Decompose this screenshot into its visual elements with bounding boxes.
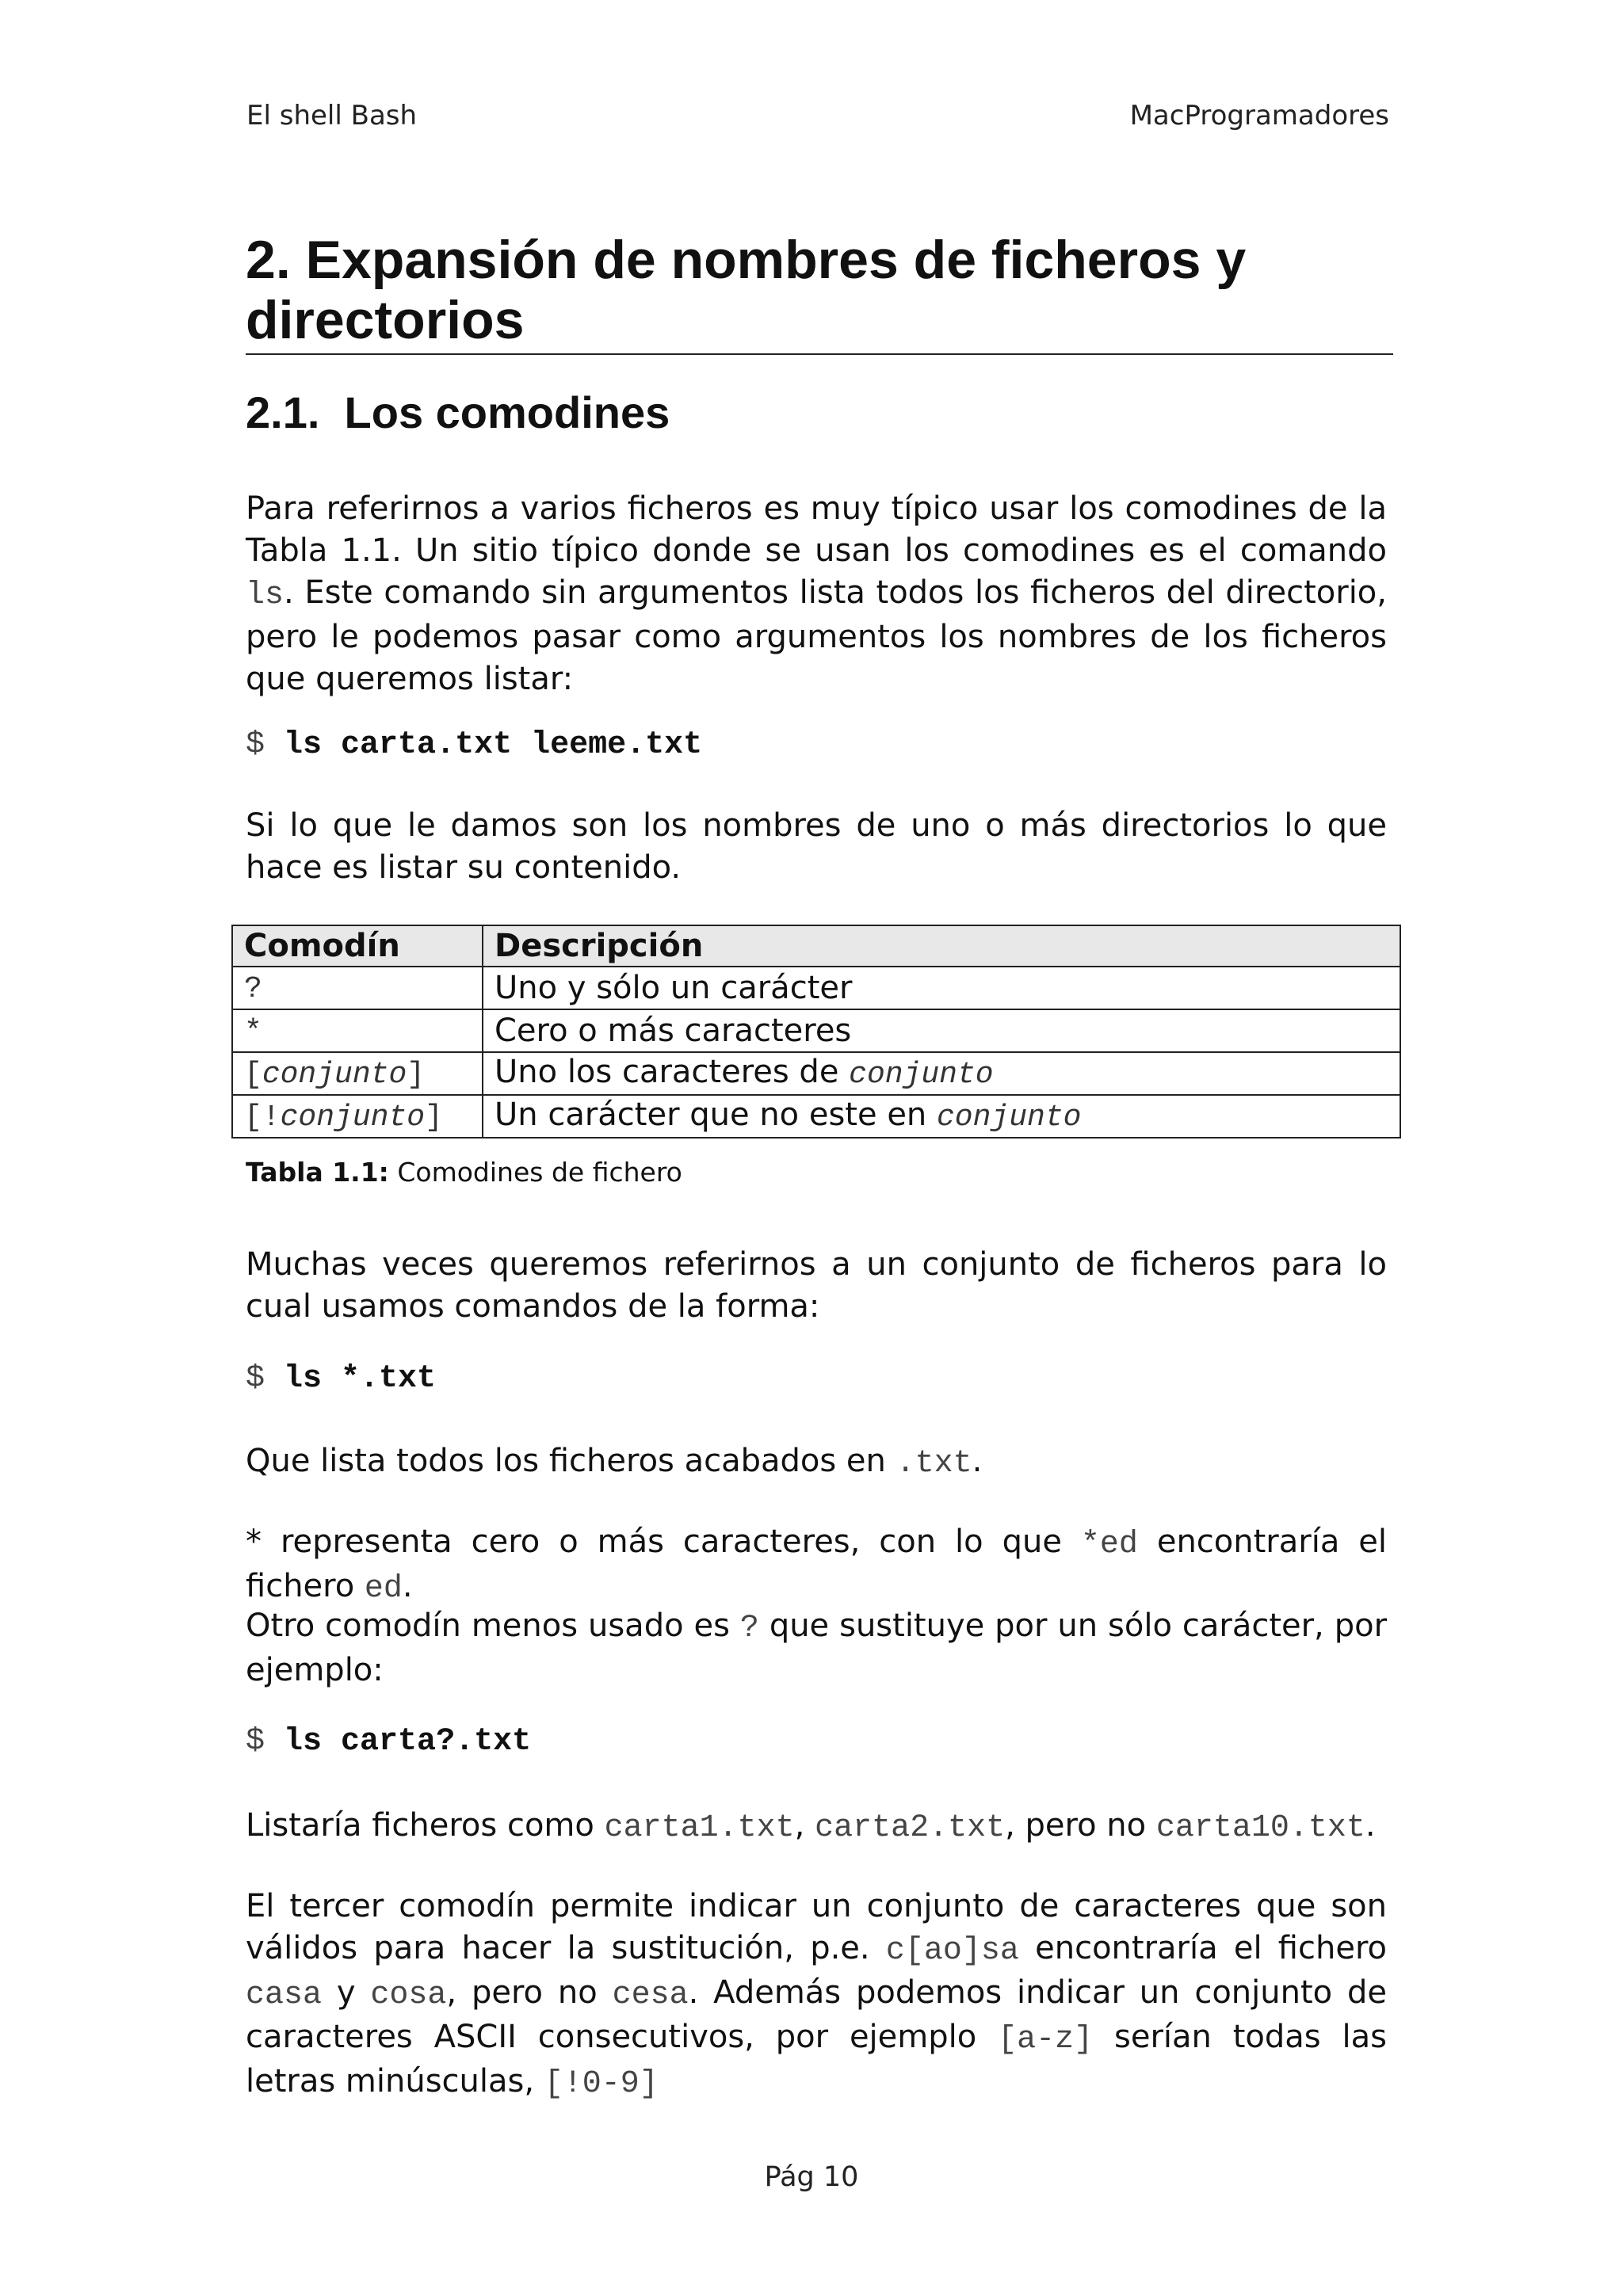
paragraph-listing-examples: Listaría ficheros como carta1.txt, carta2.txt, pero no carta10.txt.: [246, 1807, 1376, 1846]
wildcards-table: [231, 925, 1401, 1138]
chapter-title-rule: [246, 353, 1393, 355]
paragraph-question-mark: Otro comodín menos usado es ? que sustituye por un sólo carácter, por ejemplo:: [246, 1608, 1388, 1688]
chapter-title: 2. Expansión de nombres de ficheros y directorios: [246, 230, 1247, 350]
page-number: Pág 10: [764, 2161, 859, 2193]
table-row: [232, 1052, 1400, 1095]
table-cell-wildcard: *: [232, 1009, 483, 1052]
paragraph-intro: Para referirnos a varios ficheros es muy típico usar los comodines de la Tabla 1.1. Un sitio típico donde se usan los comodines es el comando ls. Este comando sin argumentos lista todos los ficheros del directorio, pero le podemos pasar como argumentos los nombres de los ficheros que queremos listar:: [246, 490, 1387, 697]
running-header-left: El shell Bash: [246, 100, 418, 132]
table-cell-description: Uno y sólo un carácter: [483, 967, 1400, 1009]
table-header-row: [232, 925, 1400, 967]
command-example-2: $ ls *.txt: [246, 1361, 437, 1397]
table-cell-description: Cero o más caracteres: [483, 1009, 1400, 1052]
table-caption: Tabla 1.1: Comodines de fichero: [246, 1157, 682, 1188]
table-cell-wildcard: ?: [232, 967, 483, 1009]
paragraph-character-sets: El tercer comodín permite indicar un conjunto de caracteres que son válidos para hacer la sustitución, p.e. c[ao]sa encontraría el fichero casa y cosa, pero no cesa. Además podemos indicar un conjunto de caracteres ASCII consecutivos, por ejemplo [a-z] serían todas las letras minúsculas, [!0-9]: [246, 1888, 1387, 2102]
paragraph-txt-listing: Que lista todos los ficheros acabados en .txt.: [246, 1443, 983, 1482]
table-header-cell: Descripción: [483, 925, 1400, 967]
command-example-3: $ ls carta?.txt: [246, 1724, 532, 1760]
table-row: [232, 967, 1400, 1009]
paragraph-file-sets: Muchas veces queremos referirnos a un conjunto de ficheros para lo cual usamos comandos de la forma:: [246, 1246, 1387, 1325]
command-example-1: $ ls carta.txt leeme.txt: [246, 727, 703, 763]
table-cell-description: Uno los caracteres de conjunto: [483, 1052, 1400, 1095]
table-cell-description: Un carácter que no este en conjunto: [483, 1095, 1400, 1138]
paragraph-directories: Si lo que le damos son los nombres de uno o más directorios lo que hace es listar su contenido.: [246, 807, 1387, 886]
paragraph-asterisk: * representa cero o más caracteres, con lo que *ed encontraría el fichero ed.: [246, 1524, 1388, 1607]
inline-code: ls: [246, 578, 285, 613]
table-cell-wildcard: [!conjunto]: [232, 1095, 483, 1138]
section-title: 2.1. Los comodines: [246, 387, 670, 437]
table-row: [232, 1095, 1400, 1138]
table-cell-wildcard: [conjunto]: [232, 1052, 483, 1095]
table-header-cell: Comodín: [232, 925, 483, 967]
running-header-right: MacProgramadores: [1129, 100, 1389, 132]
table-row: [232, 1009, 1400, 1052]
